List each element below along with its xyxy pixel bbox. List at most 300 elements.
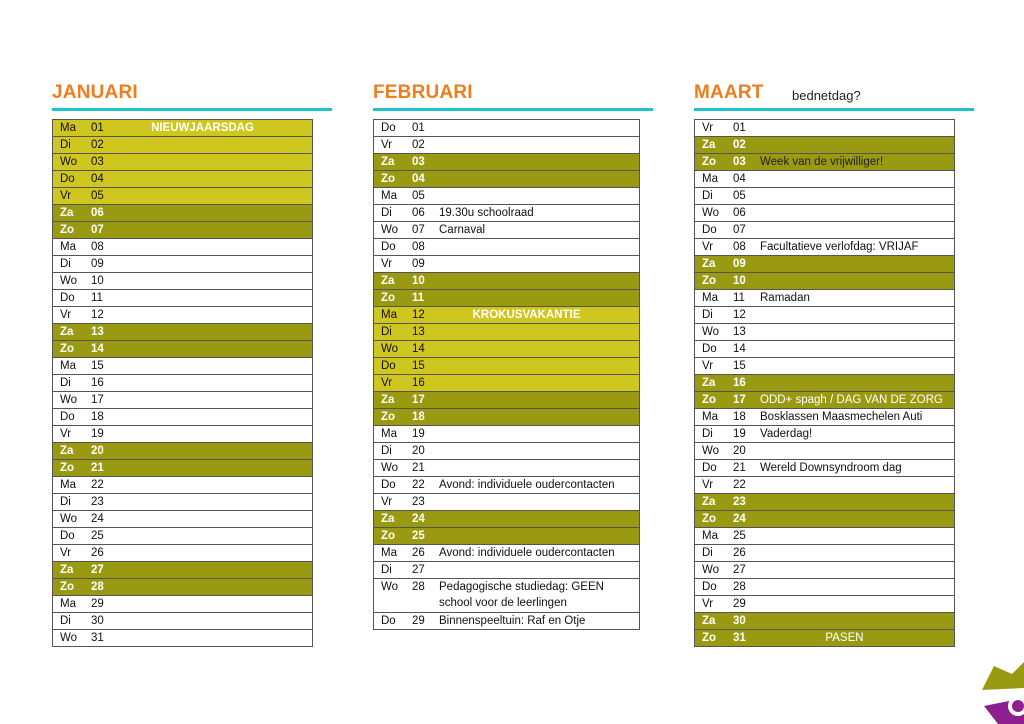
day-row: [374, 494, 639, 511]
day-row: [53, 137, 312, 154]
day-number: 15: [733, 360, 746, 372]
day-row: [53, 392, 312, 409]
day-row: [695, 171, 954, 188]
day-event: Vaderdag!: [760, 428, 813, 440]
day-number: 28: [733, 581, 746, 593]
day-name: Ma: [60, 241, 76, 253]
day-name: Wo: [381, 581, 399, 593]
calendar-table: [52, 119, 313, 647]
day-row: [695, 443, 954, 460]
day-name: Vr: [381, 377, 393, 389]
day-name: Vr: [381, 496, 393, 508]
day-number: 11: [412, 292, 425, 304]
day-name: Zo: [702, 275, 717, 287]
day-name: Zo: [60, 581, 75, 593]
day-name: Di: [60, 139, 71, 151]
day-row: [695, 290, 954, 307]
day-name: Za: [381, 394, 395, 406]
day-number: 19: [733, 428, 746, 440]
day-name: Ma: [381, 309, 397, 321]
day-row: [695, 188, 954, 205]
day-row: [374, 443, 639, 460]
day-number: 02: [91, 139, 104, 151]
day-name: Do: [381, 360, 396, 372]
day-name: Ma: [381, 428, 397, 440]
day-name: Do: [60, 530, 75, 542]
day-number: 29: [91, 598, 104, 610]
day-event: Avond: individuele oudercontacten: [439, 547, 615, 559]
day-event: NIEUWJAARSDAG: [151, 122, 254, 134]
day-row: [374, 154, 639, 171]
day-name: Vr: [381, 258, 393, 270]
day-name: Zo: [60, 224, 75, 236]
day-row: [53, 256, 312, 273]
school-logo-icon: [954, 654, 1024, 724]
day-number: 13: [91, 326, 104, 338]
day-name: Vr: [702, 479, 714, 491]
day-row: [53, 341, 312, 358]
day-row: [53, 358, 312, 375]
day-name: Wo: [60, 513, 78, 525]
day-row: [374, 137, 639, 154]
day-number: 04: [91, 173, 104, 185]
day-event: PASEN: [825, 632, 864, 644]
day-row: [374, 239, 639, 256]
day-name: Za: [60, 326, 74, 338]
day-event: Week van de vrijwilliger!: [760, 156, 884, 168]
calendar-table: [373, 119, 640, 630]
day-row: [695, 630, 954, 647]
day-name: Vr: [60, 547, 72, 559]
day-number: 24: [733, 513, 746, 525]
month-title: MAART: [694, 82, 764, 103]
day-row: [374, 256, 639, 273]
day-number: 17: [91, 394, 104, 406]
day-number: 22: [91, 479, 104, 491]
day-name: Di: [702, 309, 713, 321]
day-number: 13: [733, 326, 746, 338]
day-number: 24: [91, 513, 104, 525]
day-name: Do: [702, 224, 717, 236]
day-number: 07: [91, 224, 104, 236]
day-number: 14: [91, 343, 104, 355]
day-name: Ma: [60, 598, 76, 610]
day-row: [695, 511, 954, 528]
day-number: 26: [733, 547, 746, 559]
day-number: 28: [412, 581, 425, 593]
day-name: Ma: [381, 190, 397, 202]
day-row: [374, 409, 639, 426]
day-name: Do: [381, 479, 396, 491]
day-row: [53, 222, 312, 239]
day-number: 14: [733, 343, 746, 355]
day-number: 11: [733, 292, 745, 304]
day-row: [695, 545, 954, 562]
day-name: Wo: [60, 632, 78, 644]
day-name: Zo: [702, 513, 717, 525]
day-number: 08: [91, 241, 104, 253]
day-name: Do: [60, 173, 75, 185]
day-row: [53, 273, 312, 290]
day-row: [695, 528, 954, 545]
day-row: [695, 307, 954, 324]
day-row: [695, 460, 954, 477]
month-title: FEBRUARI: [373, 82, 473, 103]
day-number: 07: [412, 224, 425, 236]
day-row: [53, 579, 312, 596]
day-row: [695, 205, 954, 222]
day-number: 16: [733, 377, 746, 389]
day-event: Avond: individuele oudercontacten: [439, 479, 615, 491]
day-name: Za: [702, 377, 716, 389]
day-name: Za: [702, 139, 716, 151]
day-name: Di: [702, 190, 713, 202]
day-name: Do: [381, 615, 396, 627]
day-name: Ma: [702, 530, 718, 542]
day-row: [374, 579, 639, 613]
day-row: [53, 239, 312, 256]
day-name: Di: [381, 564, 392, 576]
day-row: [374, 120, 639, 137]
day-row: [374, 358, 639, 375]
day-row: [374, 307, 639, 324]
day-name: Zo: [60, 343, 75, 355]
day-name: Zo: [381, 292, 396, 304]
day-name: Wo: [60, 275, 78, 287]
day-number: 19: [91, 428, 104, 440]
day-name: Do: [702, 343, 717, 355]
day-row: [53, 188, 312, 205]
day-name: Za: [702, 615, 716, 627]
month-divider: [52, 108, 332, 111]
day-number: 15: [91, 360, 104, 372]
day-row: [374, 392, 639, 409]
day-name: Wo: [381, 462, 399, 474]
day-row: [695, 324, 954, 341]
day-name: Di: [702, 428, 713, 440]
calendar-table: [694, 119, 955, 647]
day-row: [374, 188, 639, 205]
day-event: ODD+ spagh / DAG VAN DE ZORG: [760, 394, 943, 406]
day-name: Do: [381, 122, 396, 134]
day-name: Zo: [381, 173, 396, 185]
day-number: 23: [91, 496, 104, 508]
day-row: [53, 324, 312, 341]
day-name: Vr: [702, 598, 714, 610]
day-name: Vr: [60, 190, 72, 202]
day-name: Wo: [60, 156, 78, 168]
day-name: Vr: [702, 241, 714, 253]
day-row: [374, 341, 639, 358]
day-number: 21: [412, 462, 425, 474]
day-row: [695, 120, 954, 137]
day-row: [695, 273, 954, 290]
day-name: Za: [702, 496, 716, 508]
day-number: 10: [412, 275, 425, 287]
day-name: Ma: [60, 479, 76, 491]
day-number: 09: [733, 258, 746, 270]
day-name: Vr: [60, 428, 72, 440]
day-row: [53, 613, 312, 630]
day-number: 26: [412, 547, 425, 559]
day-row: [374, 290, 639, 307]
day-row: [53, 494, 312, 511]
day-number: 06: [91, 207, 104, 219]
day-name: Za: [60, 207, 74, 219]
day-number: 03: [412, 156, 425, 168]
day-name: Vr: [702, 360, 714, 372]
day-row: [53, 375, 312, 392]
day-name: Di: [60, 496, 71, 508]
day-number: 16: [412, 377, 425, 389]
day-row: [374, 324, 639, 341]
day-row: [374, 426, 639, 443]
day-row: [53, 477, 312, 494]
day-number: 23: [412, 496, 425, 508]
day-number: 18: [91, 411, 104, 423]
day-row: [695, 358, 954, 375]
day-number: 12: [733, 309, 746, 321]
day-row: [374, 222, 639, 239]
day-row: [53, 511, 312, 528]
day-row: [53, 205, 312, 222]
day-number: 08: [412, 241, 425, 253]
day-name: Zo: [702, 156, 717, 168]
day-name: Ma: [702, 292, 718, 304]
day-event: 19.30u schoolraad: [439, 207, 534, 219]
day-number: 03: [91, 156, 104, 168]
day-name: Wo: [702, 207, 720, 219]
day-row: [374, 511, 639, 528]
day-row: [374, 171, 639, 188]
day-name: Wo: [702, 445, 720, 457]
day-name: Vr: [381, 139, 393, 151]
day-number: 26: [91, 547, 104, 559]
day-number: 03: [733, 156, 746, 168]
day-row: [695, 256, 954, 273]
day-name: Za: [60, 445, 74, 457]
day-name: Ma: [381, 547, 397, 559]
day-number: 11: [91, 292, 103, 304]
day-row: [53, 307, 312, 324]
day-name: Ma: [60, 122, 76, 134]
day-number: 17: [733, 394, 746, 406]
day-number: 29: [412, 615, 425, 627]
day-event: Facultatieve verlofdag: VRIJAF: [760, 241, 919, 253]
day-row: [695, 477, 954, 494]
day-name: Do: [702, 581, 717, 593]
day-row: [695, 222, 954, 239]
day-name: Za: [381, 275, 395, 287]
day-name: Zo: [702, 632, 717, 644]
day-event: Ramadan: [760, 292, 810, 304]
day-number: 30: [91, 615, 104, 627]
day-name: Ma: [60, 360, 76, 372]
day-row: [695, 409, 954, 426]
day-row: [374, 205, 639, 222]
day-row: [374, 528, 639, 545]
day-row: [53, 426, 312, 443]
day-number: 09: [412, 258, 425, 270]
day-number: 20: [91, 445, 104, 457]
day-name: Wo: [702, 564, 720, 576]
day-name: Wo: [381, 343, 399, 355]
day-row: [53, 545, 312, 562]
day-number: 10: [91, 275, 104, 287]
day-row: [695, 239, 954, 256]
day-number: 12: [412, 309, 425, 321]
day-row: [53, 596, 312, 613]
day-number: 21: [733, 462, 746, 474]
day-row: [695, 341, 954, 358]
day-number: 31: [91, 632, 104, 644]
day-number: 27: [91, 564, 104, 576]
day-number: 06: [733, 207, 746, 219]
day-row: [695, 375, 954, 392]
day-name: Za: [702, 258, 716, 270]
day-row: [374, 460, 639, 477]
day-row: [695, 579, 954, 596]
month-divider: [694, 108, 974, 111]
day-row: [53, 154, 312, 171]
day-name: Di: [60, 377, 71, 389]
day-number: 20: [412, 445, 425, 457]
day-number: 29: [733, 598, 746, 610]
day-row: [695, 562, 954, 579]
day-name: Do: [381, 241, 396, 253]
day-number: 22: [412, 479, 425, 491]
day-name: Di: [60, 258, 71, 270]
day-number: 01: [733, 122, 746, 134]
day-name: Di: [702, 547, 713, 559]
day-number: 25: [91, 530, 104, 542]
day-row: [53, 460, 312, 477]
day-number: 18: [412, 411, 425, 423]
day-number: 19: [412, 428, 425, 440]
day-number: 16: [91, 377, 104, 389]
day-name: Di: [381, 207, 392, 219]
day-row: [374, 477, 639, 494]
day-event: Pedagogische studiedag: GEEN school voor de leerlingen: [439, 581, 604, 609]
day-event: Bosklassen Maasmechelen Auti: [760, 411, 923, 423]
day-row: [695, 613, 954, 630]
day-event: Binnenspeeltuin: Raf en Otje: [439, 615, 586, 627]
day-name: Wo: [60, 394, 78, 406]
day-name: Zo: [381, 411, 396, 423]
day-name: Za: [381, 513, 395, 525]
day-number: 08: [733, 241, 746, 253]
day-number: 13: [412, 326, 425, 338]
day-name: Za: [381, 156, 395, 168]
day-number: 21: [91, 462, 104, 474]
day-number: 27: [733, 564, 746, 576]
day-number: 24: [412, 513, 425, 525]
day-name: Di: [60, 615, 71, 627]
day-number: 31: [733, 632, 746, 644]
day-name: Zo: [702, 394, 717, 406]
day-number: 04: [412, 173, 425, 185]
day-number: 27: [412, 564, 425, 576]
day-number: 07: [733, 224, 746, 236]
day-row: [695, 137, 954, 154]
day-name: Vr: [702, 122, 714, 134]
day-name: Vr: [60, 309, 72, 321]
day-number: 18: [733, 411, 746, 423]
day-row: [374, 562, 639, 579]
day-row: [695, 426, 954, 443]
day-name: Di: [381, 326, 392, 338]
day-name: Ma: [702, 411, 718, 423]
day-number: 05: [91, 190, 104, 202]
day-row: [53, 409, 312, 426]
day-event: KROKUSVAKANTIE: [472, 309, 581, 321]
day-row: [695, 154, 954, 171]
day-number: 28: [91, 581, 104, 593]
day-number: 02: [412, 139, 425, 151]
day-number: 02: [733, 139, 746, 151]
day-name: Wo: [381, 224, 399, 236]
day-name: Do: [60, 411, 75, 423]
day-row: [374, 613, 639, 630]
day-number: 05: [412, 190, 425, 202]
day-row: [695, 494, 954, 511]
day-row: [374, 375, 639, 392]
day-event: Wereld Downsyndroom dag: [760, 462, 902, 474]
day-row: [53, 120, 312, 137]
day-number: 25: [412, 530, 425, 542]
day-number: 17: [412, 394, 425, 406]
day-row: [53, 443, 312, 460]
day-number: 30: [733, 615, 746, 627]
day-event: Carnaval: [439, 224, 486, 236]
day-number: 14: [412, 343, 425, 355]
day-number: 22: [733, 479, 746, 491]
month-divider: [373, 108, 653, 111]
day-name: Ma: [702, 173, 718, 185]
day-row: [53, 562, 312, 579]
day-row: [53, 528, 312, 545]
day-name: Do: [60, 292, 75, 304]
day-number: 01: [412, 122, 425, 134]
day-row: [695, 392, 954, 409]
day-row: [53, 290, 312, 307]
day-number: 05: [733, 190, 746, 202]
day-number: 10: [733, 275, 746, 287]
day-name: Do: [702, 462, 717, 474]
day-row: [374, 273, 639, 290]
day-number: 04: [733, 173, 746, 185]
day-name: Za: [60, 564, 74, 576]
day-number: 06: [412, 207, 425, 219]
day-name: Wo: [702, 326, 720, 338]
day-name: Di: [381, 445, 392, 457]
day-number: 15: [412, 360, 425, 372]
day-number: 01: [91, 122, 104, 134]
day-name: Zo: [381, 530, 396, 542]
month-title: JANUARI: [52, 82, 138, 103]
day-number: 23: [733, 496, 746, 508]
day-row: [53, 630, 312, 647]
day-name: Zo: [60, 462, 75, 474]
day-number: 12: [91, 309, 104, 321]
day-number: 09: [91, 258, 104, 270]
day-row: [53, 171, 312, 188]
day-number: 20: [733, 445, 746, 457]
day-row: [374, 545, 639, 562]
day-number: 25: [733, 530, 746, 542]
day-row: [695, 596, 954, 613]
month-note: bednetdag?: [792, 88, 861, 103]
